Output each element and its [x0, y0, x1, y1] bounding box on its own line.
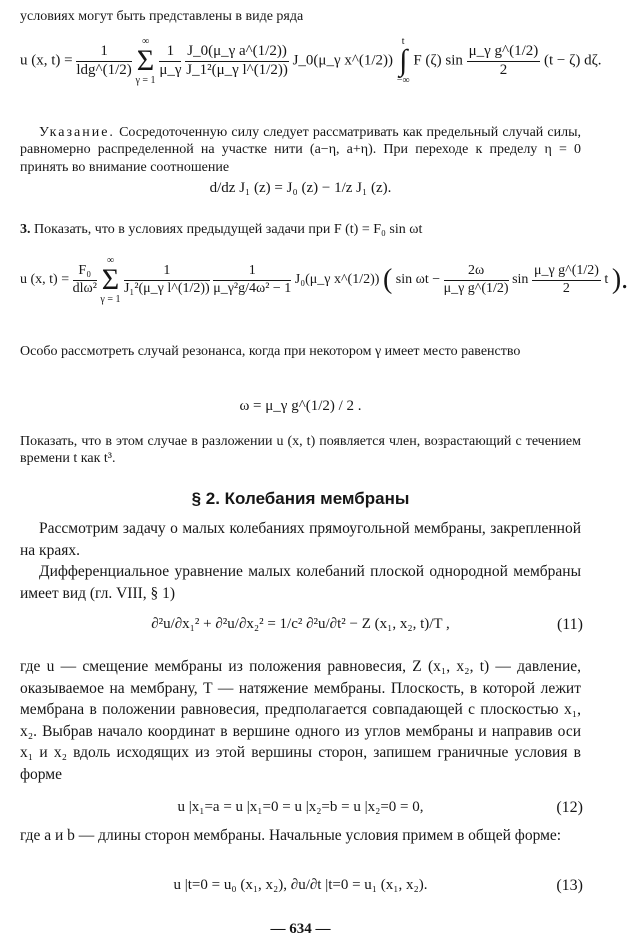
- eq2-frac5: $\frac{\text{μ\_γ g\textasciicircum{}(1/2)}}{2}$: [533, 263, 599, 296]
- eq2-frac1: $\frac{\text{F₀}}{\text{dlω²}}$: [72, 263, 97, 296]
- eq2-lhs: u (x, t) =: [20, 272, 70, 287]
- eq1-tail: F (ζ) sin: [413, 52, 463, 69]
- paragraph-2: Дифференциальное уравнение малых колебаний плоской однородной мембраны имеет вид (гл. VIII, § 1): [20, 563, 581, 602]
- eq2-paren-c: t: [604, 272, 609, 287]
- equation-12: u |x₁=a = u |x₁=0 = u |x₂=b = u |x₂=0 = 0,: [177, 799, 424, 815]
- equation-bessel: d/dz J₁ (z) = J₀ (z) − 1/z J₁ (z).: [209, 180, 392, 196]
- eq1-middle: J_0(μ_γ x^(1/2)): [292, 52, 394, 69]
- paragraph-3: где u — смещение мембраны из положения равновесия, Z (x₁, x₂, t) — давление, оказываемое на мембрану, T — натяжение мембраны. Плоскость, в которой лежит мембрана в положении равновесия, предполагается совпадающей с плоскостью x₁, x₂. Выбрав начало координат в вершине одного из углов мембраны и направив оси x₁ и x₂ вдоль исходящих из этой вершины сторон, запишем граничные условия в форме: [20, 658, 581, 783]
- equation-series: [20, 36, 602, 106]
- eq2-open-paren: (: [382, 264, 393, 295]
- equation-13: u |t=0 = u₀ (x₁, x₂), ∂u/∂t |t=0 = u₁ (x₁, x₂).: [173, 877, 428, 893]
- equation-omega: ω = μ_γ g^(1/2) / 2 .: [239, 398, 362, 414]
- hint-paragraph: [20, 124, 581, 176]
- section-heading: § 2. Колебания мембраны: [191, 489, 410, 508]
- paragraph-4: где a и b — длины сторон мембраны. Начальные условия примем в общей форме:: [20, 827, 562, 844]
- eq2-paren-a: sin ωt −: [395, 272, 441, 287]
- eq1-frac2: $\frac{1}{\mu\_\gamma}$: [159, 43, 182, 78]
- equation-forced-solution: [20, 253, 628, 329]
- text-line-top: условиях могут быть представлены в виде ряда: [20, 9, 304, 24]
- eq1-sum-sign: ∞ Σ γ = 1: [135, 36, 156, 86]
- eq1-frac4: $\frac{\text{μ\_γ g\textasciicircum{}(1/2)}}{2}$: [468, 43, 539, 78]
- problem-3-text: Показать, что в условиях предыдущей задачи при F (t) = F₀ sin ωt: [34, 222, 423, 237]
- eq2-frac4: $\frac{2\omega}{\text{μ\_γ g\textasciicircum{}(1/2)}}$: [443, 263, 509, 296]
- eq2-frac3: $\frac{1}{\text{μ\_γ²g/4ω² − 1}}$: [213, 263, 292, 296]
- hint-text: Сосредоточенную силу следует рассматривать как предельный случай силы, равномерно распределенной на участке нити (a−η, a+η). При переходе к пределу η = 0 принять во внимание соотношение: [20, 125, 582, 175]
- eq1-frac3: $\frac{\text{J\_0(μ\_γ a\textasciicircum{}(1/2))}}{\text{J\_1²(μ\_γ l\textasciicircum{}(1/2))}}$: [186, 43, 288, 78]
- show-paragraph: Показать, что в этом случае в разложении u (x, t) появляется член, возрастающий с течением времени t как t³.: [20, 434, 581, 467]
- eq1-integral-sign: t ∫ −∞: [396, 36, 410, 86]
- eq1-lhs: u (x, t) =: [20, 52, 73, 69]
- hint-word: Указание.: [39, 125, 115, 140]
- problem-3: [20, 221, 581, 238]
- eq1-frac1: $\frac{1}{\text{ldg\textasciicircum{}(1/2)}}$: [76, 43, 132, 78]
- page-number: — 634 —: [270, 921, 331, 937]
- eq2-paren-b: sin: [512, 272, 529, 287]
- equation-11-number: (11): [556, 616, 583, 633]
- equation-13-number: (13): [556, 877, 583, 894]
- equation-12-number: (12): [556, 799, 583, 816]
- paragraph-1: Рассмотрим задачу о малых колебаниях прямоугольной мембраны, закрепленной на краях.: [20, 520, 581, 559]
- eq2-sum-sign: ∞ Σ γ = 1: [100, 255, 121, 305]
- eq1-end: (t − ζ) dζ.: [544, 52, 602, 69]
- problem-3-number: 3.: [20, 222, 31, 237]
- eq2-frac2: $\frac{1}{\text{J₁²(μ\_γ l\textasciicircum{}(1/2))}}$: [123, 263, 210, 296]
- eq2-close-paren: ).: [611, 264, 628, 295]
- resonance-paragraph: Особо рассмотреть случай резонанса, когда при некотором γ имеет место равенство: [20, 344, 521, 359]
- eq2-middle: J₀(μ_γ x^(1/2)): [294, 272, 380, 287]
- equation-11: ∂²u/∂x₁² + ∂²u/∂x₂² = 1/c² ∂²u/∂t² − Z (x₁, x₂, t)/T ,: [151, 616, 450, 632]
